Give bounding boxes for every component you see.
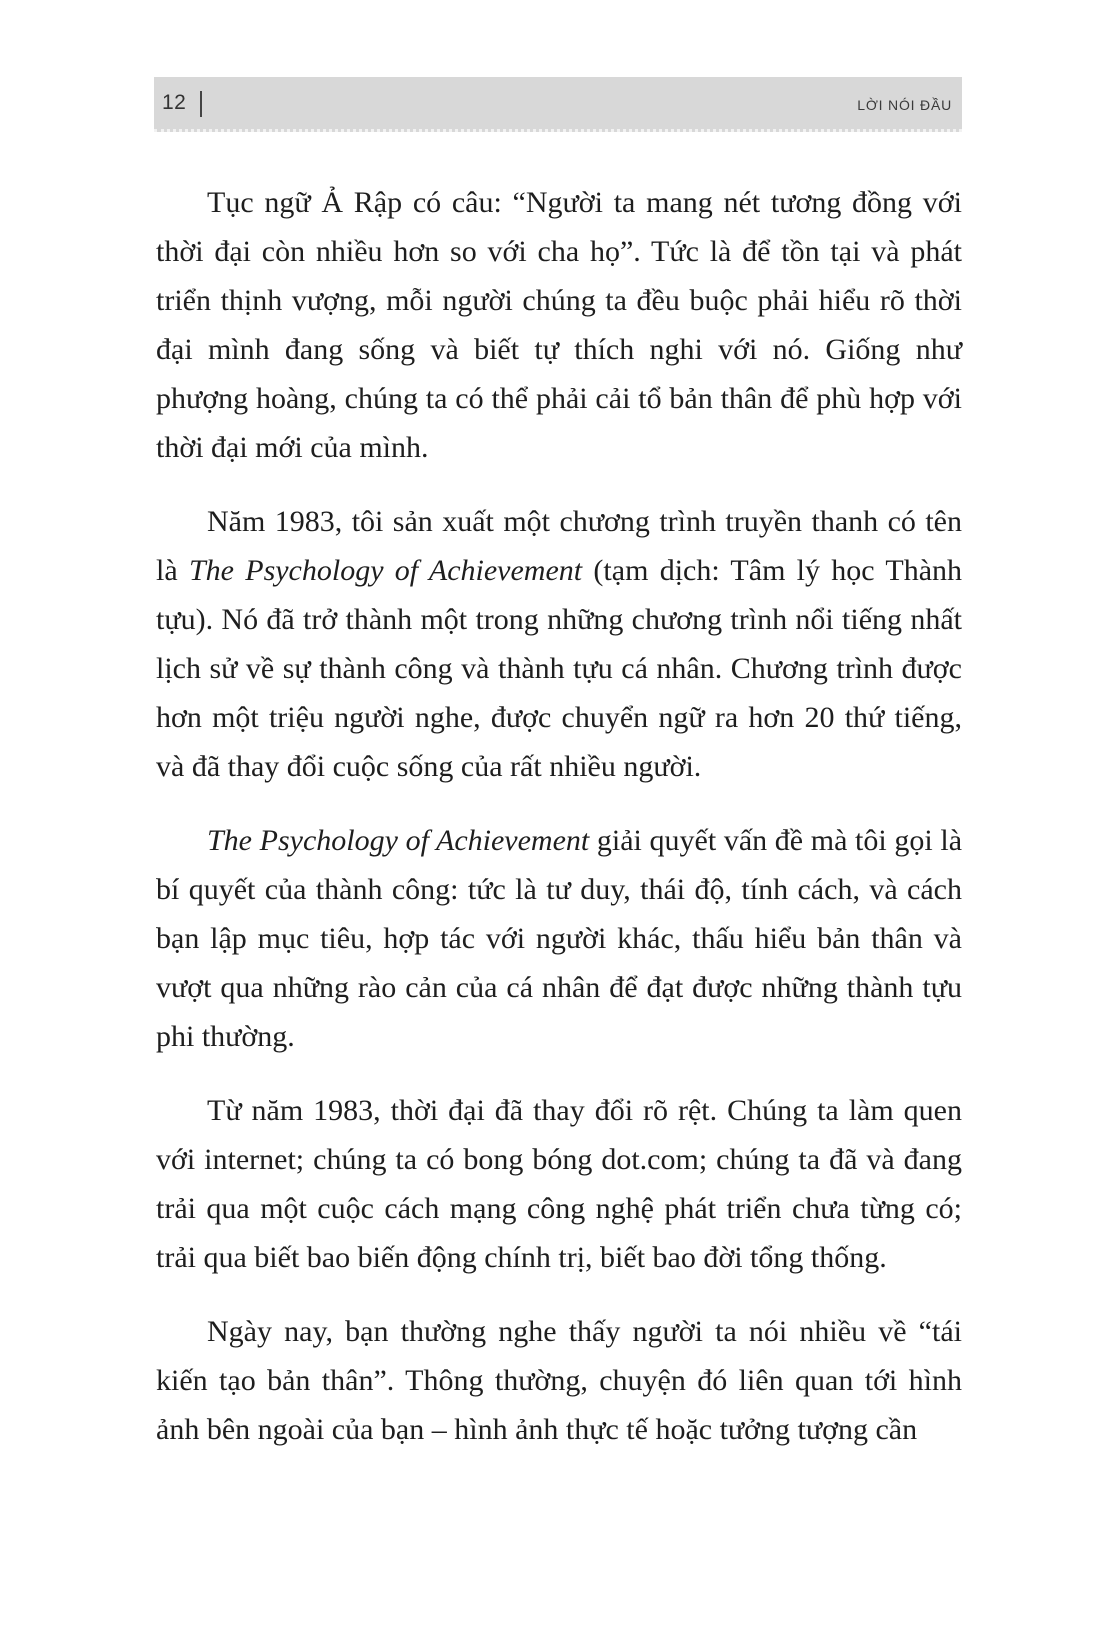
paragraph-1	[156, 178, 962, 472]
paragraph-text: Tục ngữ Ả Rập có câu: “Người ta mang nét tương đồng với thời đại còn nhiều hơn so với cha họ”. Tức là để tồn tại và phát triển thịnh vượng, mỗi người chúng ta đều buộc phải hiểu rõ thời đại mình đang sống và biết tự thích nghi với nó. Giống như phượng hoàng, chúng ta có thể phải cải tổ bản thân để phù hợp với thời đại mới của mình.	[156, 186, 962, 464]
header-divider	[200, 91, 202, 117]
book-title: The Psychology of Achievement	[188, 554, 583, 587]
paragraph-text: Ngày nay, bạn thường nghe thấy người ta nói nhiều về “tái kiến tạo bản thân”. Thông thường, chuyện đó liên quan tới hình ảnh bên ngoài của bạn – hình ảnh thực tế hoặc tưởng tượng cần	[156, 1315, 962, 1446]
body-text	[156, 178, 962, 1479]
paragraph-text: giải quyết vấn đề mà tôi gọi là bí quyết của thành công: tức là tư duy, thái độ, tính cách, và cách bạn lập mục tiêu, hợp tác với người khác, thấu hiểu bản thân và vượt qua những rào cản của cá nhân để đạt được những thành tựu phi thường.	[156, 824, 963, 1053]
page-header	[154, 77, 962, 132]
paragraph-text: Từ năm 1983, thời đại đã thay đổi rõ rệt. Chúng ta làm quen với internet; chúng ta có bong bóng dot.com; chúng ta đã và đang trải qua một cuộc cách mạng công nghệ phát triển chưa từng có; trải qua biết bao biến động chính trị, biết bao đời tổng thống.	[156, 1094, 962, 1274]
page-number: 12	[162, 91, 187, 114]
paragraph-4	[156, 1086, 962, 1282]
chapter-title: LỜI NÓI ĐẦU	[857, 97, 952, 113]
paragraph-5	[156, 1307, 962, 1454]
paragraph-3	[156, 816, 962, 1061]
paragraph-text: (tạm dịch: Tâm lý học Thành tựu). Nó đã trở thành một trong những chương trình nổi tiếng nhất lịch sử về sự thành công và thành tựu cá nhân. Chương trình được hơn một triệu người nghe, được chuyển ngữ ra hơn 20 thứ tiếng, và đã thay đổi cuộc sống của rất nhiều người.	[156, 554, 963, 783]
paragraph-text: Năm 1983, tôi sản xuất một chương trình truyền thanh có tên là	[156, 505, 962, 587]
paragraph-2	[156, 497, 962, 791]
book-title: The Psychology of Achievement	[207, 824, 590, 857]
